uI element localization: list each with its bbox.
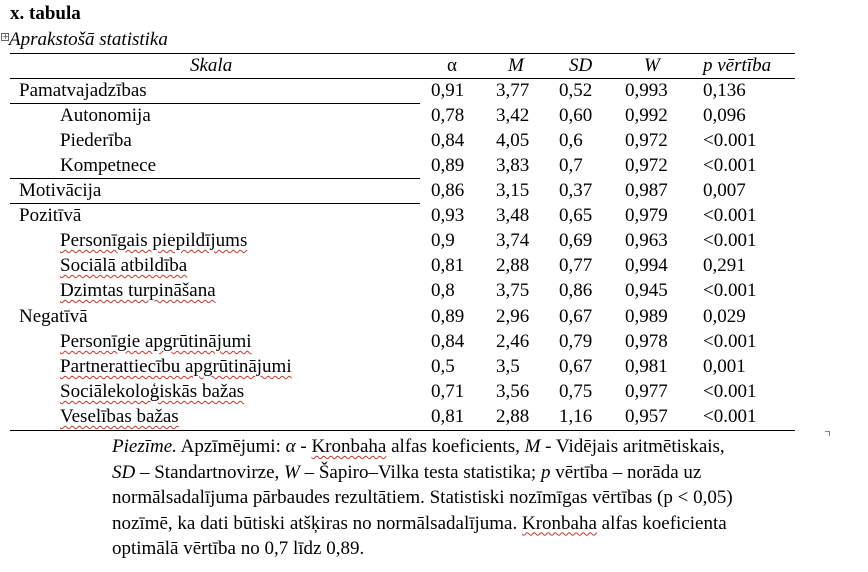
sd-value: 0,60 bbox=[559, 105, 593, 126]
group-border bbox=[10, 203, 420, 204]
table-row bbox=[0, 331, 868, 356]
w-value: 0,957 bbox=[625, 406, 668, 427]
sd-value: 0,77 bbox=[559, 255, 593, 276]
w-value: 0,945 bbox=[625, 280, 668, 301]
column-header-alpha: α bbox=[447, 55, 457, 76]
table-top-border bbox=[10, 53, 795, 54]
table-caption: Aprakstošā statistika bbox=[9, 29, 168, 50]
table-bottom-border bbox=[10, 430, 795, 431]
note-text: – Standartnovirze, bbox=[135, 461, 285, 483]
w-value: 0,979 bbox=[625, 205, 668, 226]
alpha-value: 0,89 bbox=[431, 306, 465, 327]
w-value: 0,981 bbox=[625, 356, 668, 377]
row-label: Partnerattiecību apgrūtinājumi bbox=[60, 356, 292, 377]
note-line bbox=[112, 511, 832, 537]
w-value: 0,993 bbox=[625, 80, 668, 101]
p-value: <0.001 bbox=[703, 130, 757, 151]
mean-value: 3,74 bbox=[496, 230, 530, 251]
mean-value: 3,5 bbox=[496, 356, 520, 377]
p-value: 0,136 bbox=[703, 80, 746, 101]
p-value: <0.001 bbox=[703, 155, 757, 176]
alpha-value: 0,93 bbox=[431, 205, 465, 226]
note-line bbox=[112, 434, 832, 460]
alpha-value: 0,86 bbox=[431, 180, 465, 201]
mean-value: 2,88 bbox=[496, 255, 530, 276]
header-bottom-border bbox=[10, 78, 795, 79]
note-symbol: α bbox=[285, 436, 296, 457]
sd-value: 0,75 bbox=[559, 381, 593, 402]
alpha-value: 0,84 bbox=[431, 331, 465, 352]
p-value: 0,096 bbox=[703, 105, 746, 126]
mean-value: 3,77 bbox=[496, 80, 530, 101]
p-value: 0,001 bbox=[703, 356, 746, 377]
table-row bbox=[0, 356, 868, 381]
sd-value: 0,69 bbox=[559, 230, 593, 251]
w-value: 0,992 bbox=[625, 105, 668, 126]
note-label: Piezīme. bbox=[112, 436, 177, 457]
note-symbol: M bbox=[524, 436, 541, 457]
mean-value: 2,96 bbox=[496, 306, 530, 327]
note-text: – Šapiro–Vilka testa statistika; bbox=[299, 461, 541, 483]
table-row bbox=[0, 230, 868, 255]
w-value: 0,963 bbox=[625, 230, 668, 251]
group-border bbox=[10, 178, 420, 179]
row-label: Dzimtas turpināšana bbox=[60, 280, 216, 301]
note-line: optimālā vērtība no 0,7 līdz 0,89. bbox=[112, 538, 365, 559]
note-symbol: W bbox=[284, 461, 300, 483]
row-label: Kompetnece bbox=[60, 155, 157, 176]
table-move-handle-icon[interactable]: + bbox=[2, 32, 9, 41]
note-text: Apzīmējumi: bbox=[176, 436, 286, 457]
note-text: nozīmē, ka dati būtiski atšķiras no normālsadalījuma. bbox=[112, 512, 522, 534]
w-value: 0,987 bbox=[625, 180, 668, 201]
alpha-value: 0,78 bbox=[431, 105, 465, 126]
w-value: 0,972 bbox=[625, 155, 668, 176]
sd-value: 0,79 bbox=[559, 331, 593, 352]
column-header-sd: SD bbox=[569, 55, 593, 76]
alpha-value: 0,71 bbox=[431, 381, 465, 402]
note-symbol: p bbox=[540, 461, 551, 483]
alpha-value: 0,8 bbox=[431, 280, 455, 301]
row-label: Autonomija bbox=[60, 105, 151, 126]
note-text: Kronbaha bbox=[311, 436, 387, 457]
sd-value: 0,7 bbox=[559, 155, 583, 176]
table-row bbox=[0, 80, 868, 105]
alpha-value: 0,91 bbox=[431, 80, 465, 101]
mean-value: 3,15 bbox=[496, 180, 530, 201]
note-text: Kronbaha bbox=[522, 512, 597, 534]
row-label: Veselības bažas bbox=[60, 406, 179, 427]
row-label: Personīgais piepildījums bbox=[60, 230, 248, 251]
p-value: <0.001 bbox=[703, 381, 757, 402]
column-header-skala: Skala bbox=[190, 55, 233, 76]
p-value: 0,291 bbox=[703, 255, 746, 276]
row-label: Pamatvajadzības bbox=[19, 80, 147, 101]
table-row bbox=[0, 155, 868, 180]
mean-value: 3,83 bbox=[496, 155, 530, 176]
alpha-value: 0,9 bbox=[431, 230, 455, 251]
alpha-value: 0,81 bbox=[431, 255, 465, 276]
mean-value: 2,46 bbox=[496, 331, 530, 352]
column-header-p: p vērtība bbox=[703, 55, 772, 76]
note-text: - Vidējais aritmētiskais, bbox=[540, 436, 725, 457]
p-value: <0.001 bbox=[703, 406, 757, 427]
group-border bbox=[10, 103, 420, 104]
mean-value: 2,88 bbox=[496, 406, 530, 427]
table-row bbox=[0, 280, 868, 305]
w-value: 0,978 bbox=[625, 331, 668, 352]
p-value: <0.001 bbox=[703, 230, 757, 251]
row-label: Motivācija bbox=[19, 180, 102, 201]
mean-value: 4,05 bbox=[496, 130, 530, 151]
note-line: normālsadalījuma pārbaudes rezultātiem. Statistiski nozīmīgas vērtības (p < 0,05) bbox=[112, 487, 733, 508]
sd-value: 0,65 bbox=[559, 205, 593, 226]
mean-value: 3,75 bbox=[496, 280, 530, 301]
w-value: 0,994 bbox=[625, 255, 668, 276]
p-value: <0.001 bbox=[703, 280, 757, 301]
mean-value: 3,42 bbox=[496, 105, 530, 126]
column-header-w: W bbox=[644, 55, 660, 76]
note-text: alfas koeficienta bbox=[596, 512, 727, 534]
p-value: 0,029 bbox=[703, 306, 746, 327]
sd-value: 0,67 bbox=[559, 306, 593, 327]
row-label: Piederība bbox=[60, 130, 132, 151]
mean-value: 3,56 bbox=[496, 381, 530, 402]
row-label: Personīgie apgrūtinājumi bbox=[60, 331, 252, 352]
table-row bbox=[0, 406, 868, 431]
mean-value: 3,48 bbox=[496, 205, 530, 226]
note-text: alfas koeficients, bbox=[386, 436, 525, 457]
table-row bbox=[0, 381, 868, 406]
row-label: Sociālekoloģiskās bažas bbox=[60, 381, 245, 402]
note-symbol: SD bbox=[112, 461, 136, 483]
sd-value: 1,16 bbox=[559, 406, 593, 427]
table-row bbox=[0, 180, 868, 205]
table-number: x. tabula bbox=[10, 3, 81, 24]
table-note bbox=[112, 434, 832, 562]
row-label: Sociālā atbildība bbox=[60, 255, 188, 276]
alpha-value: 0,81 bbox=[431, 406, 465, 427]
sd-value: 0,67 bbox=[559, 356, 593, 377]
table-row bbox=[0, 105, 868, 130]
table-row bbox=[0, 130, 868, 155]
table-row bbox=[0, 205, 868, 230]
w-value: 0,972 bbox=[625, 130, 668, 151]
alpha-value: 0,89 bbox=[431, 155, 465, 176]
w-value: 0,989 bbox=[625, 306, 668, 327]
sd-value: 0,86 bbox=[559, 280, 593, 301]
row-label: Negatīvā bbox=[19, 306, 88, 327]
p-value: 0,007 bbox=[703, 180, 746, 201]
p-value: <0.001 bbox=[703, 331, 757, 352]
row-label: Pozitīvā bbox=[19, 205, 82, 226]
note-line bbox=[112, 460, 832, 486]
note-text: vērtība – norāda uz bbox=[550, 461, 702, 483]
column-header-m: M bbox=[508, 55, 524, 76]
sd-value: 0,6 bbox=[559, 130, 583, 151]
alpha-value: 0,5 bbox=[431, 356, 455, 377]
table-row bbox=[0, 255, 868, 280]
w-value: 0,977 bbox=[625, 381, 668, 402]
p-value: <0.001 bbox=[703, 205, 757, 226]
sd-value: 0,37 bbox=[559, 180, 593, 201]
table-row bbox=[0, 306, 868, 331]
alpha-value: 0,84 bbox=[431, 130, 465, 151]
sd-value: 0,52 bbox=[559, 80, 593, 101]
note-text: - bbox=[295, 436, 312, 457]
